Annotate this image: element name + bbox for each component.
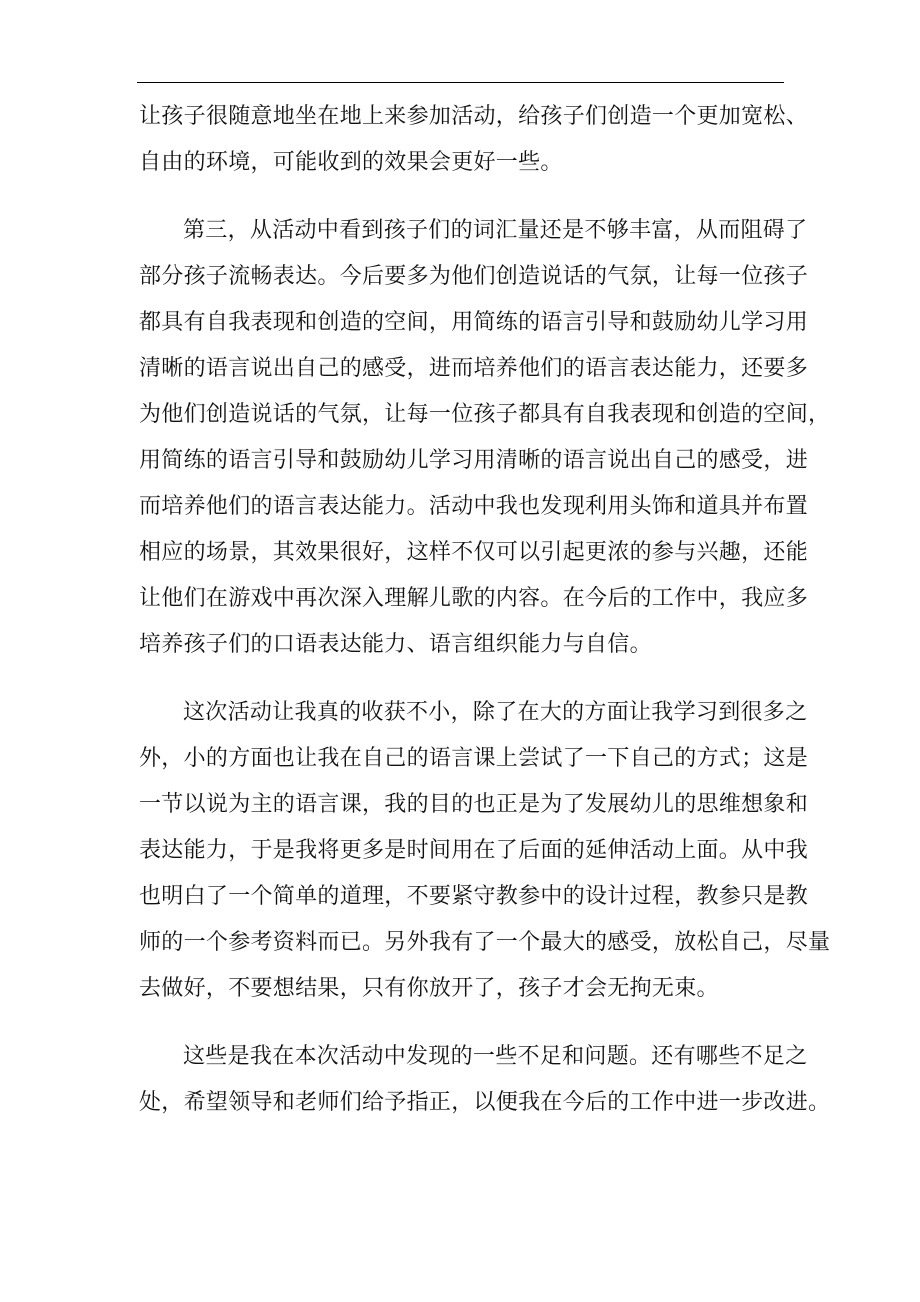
text-line: 也明白了一个简单的道理，不要紧守教参中的设计过程，教参只是教 xyxy=(139,884,809,909)
text-line: 部分孩子流畅表达。今后要多为他们创造说话的气氛，让每一位孩子 xyxy=(139,264,809,289)
text-line: 师的一个参考资料而已。另外我有了一个最大的感受，放松自己，尽量 xyxy=(139,930,831,955)
text-line: 用简练的语言引导和鼓励幼儿学习用清晰的语言说出自己的感受，进 xyxy=(139,448,809,473)
text-line: 清晰的语言说出自己的感受，进而培养他们的语言表达能力，还要多 xyxy=(139,356,809,381)
text-line: 为他们创造说话的气氛，让每一位孩子都具有自我表现和创造的空间， xyxy=(139,402,831,427)
text-line: 处，希望领导和老师们给予指正，以便我在今后的工作中进一步改进。 xyxy=(139,1090,831,1115)
header-rule xyxy=(137,82,784,83)
text-line: 去做好，不要想结果，只有你放开了，孩子才会无拘无束。 xyxy=(139,976,719,1001)
paragraph-2 xyxy=(139,208,831,668)
paragraph-1 xyxy=(139,94,809,186)
text-line: 外，小的方面也让我在自己的语言课上尝试了一下自己的方式；这是 xyxy=(139,746,809,771)
text-line: 这些是我在本次活动中发现的一些不足和问题。还有哪些不足之 xyxy=(183,1044,808,1069)
text-line: 让孩子很随意地坐在地上来参加活动，给孩子们创造一个更加宽松、 xyxy=(139,104,809,129)
text-line: 都具有自我表现和创造的空间，用简练的语言引导和鼓励幼儿学习用 xyxy=(139,310,809,335)
paragraph-4 xyxy=(139,1034,831,1126)
text-line: 让他们在游戏中再次深入理解儿歌的内容。在今后的工作中，我应多 xyxy=(139,586,809,611)
text-line: 相应的场景，其效果很好，这样不仅可以引起更浓的参与兴趣，还能 xyxy=(139,540,809,565)
text-line: 表达能力，于是我将更多是时间用在了后面的延伸活动上面。从中我 xyxy=(139,838,809,863)
document-body xyxy=(139,94,831,1148)
text-line: 第三，从活动中看到孩子们的词汇量还是不够丰富，从而阻碍了 xyxy=(183,218,808,243)
text-line: 自由的环境，可能收到的效果会更好一些。 xyxy=(139,150,563,175)
paragraph-3 xyxy=(139,690,831,1012)
text-line: 培养孩子们的口语表达能力、语言组织能力与自信。 xyxy=(139,632,652,657)
text-line: 一节以说为主的语言课，我的目的也正是为了发展幼儿的思维想象和 xyxy=(139,792,809,817)
text-line: 而培养他们的语言表达能力。活动中我也发现利用头饰和道具并布置 xyxy=(139,494,809,519)
text-line: 这次活动让我真的收获不小，除了在大的方面让我学习到很多之 xyxy=(183,700,808,725)
